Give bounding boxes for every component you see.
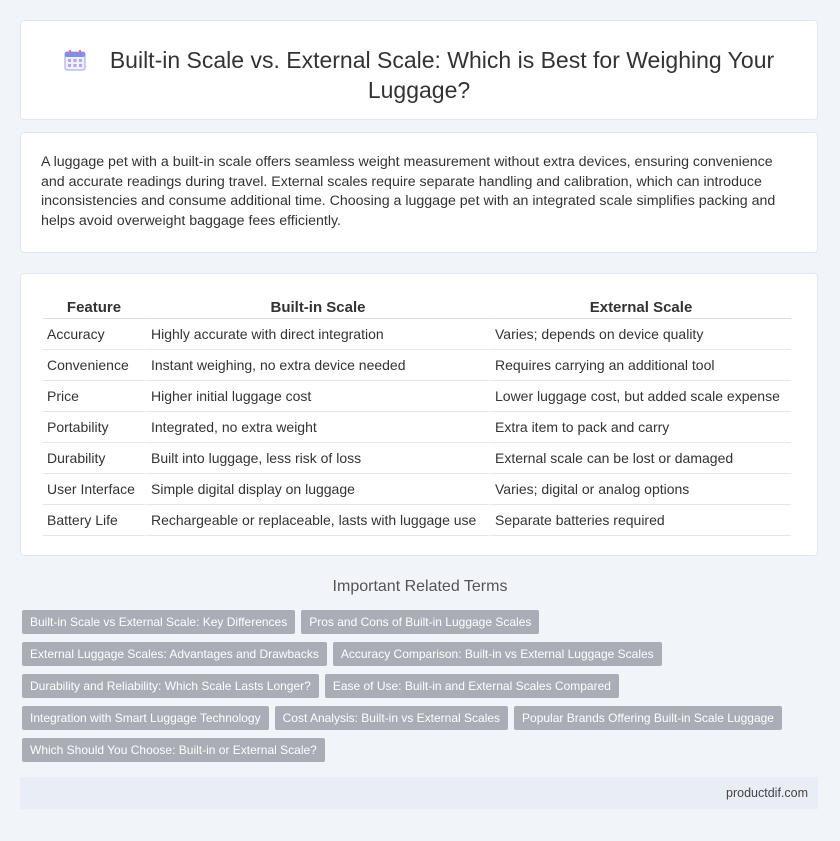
- footer: [20, 777, 818, 809]
- related-term-tag[interactable]: Accuracy Comparison: Built-in vs External Luggage Scales: [333, 642, 662, 666]
- column-header-feature: Feature: [43, 296, 145, 319]
- table-cell: Convenience: [43, 350, 145, 381]
- related-terms-title: Important Related Terms: [332, 578, 508, 595]
- related-term-tag[interactable]: Cost Analysis: Built-in vs External Scales: [275, 706, 508, 730]
- table-row: [43, 381, 791, 412]
- table-cell: Integrated, no extra weight: [145, 412, 489, 443]
- related-term-tag[interactable]: Ease of Use: Built-in and External Scales Compared: [325, 674, 619, 698]
- intro-card: [20, 132, 818, 253]
- footer-site-link[interactable]: productdif.com: [726, 786, 808, 800]
- related-term-tag[interactable]: Integration with Smart Luggage Technology: [22, 706, 269, 730]
- table-cell: Battery Life: [43, 505, 145, 536]
- table-cell: Extra item to pack and carry: [489, 412, 791, 443]
- title-wrap: [61, 45, 777, 105]
- page-title-text: Built-in Scale vs. External Scale: Which is Best for Weighing Your Luggage?: [109, 47, 775, 103]
- table-cell: Portability: [43, 412, 145, 443]
- table-row: [43, 350, 791, 381]
- page-title: [61, 45, 777, 105]
- table-cell: Price: [43, 381, 145, 412]
- table-cell: Higher initial luggage cost: [145, 381, 489, 412]
- table-cell: Varies; depends on device quality: [489, 319, 791, 350]
- table-row: [43, 505, 791, 536]
- table-row: [43, 319, 791, 350]
- related-term-tag[interactable]: External Luggage Scales: Advantages and Drawbacks: [22, 642, 327, 666]
- column-header-built-in: Built-in Scale: [145, 296, 489, 319]
- calendar-icon: [64, 49, 86, 71]
- header-card: [20, 20, 818, 120]
- related-terms-tags: [22, 610, 812, 762]
- table-cell: Separate batteries required: [489, 505, 791, 536]
- table-cell: Highly accurate with direct integration: [145, 319, 489, 350]
- table-cell: Rechargeable or replaceable, lasts with luggage use: [145, 505, 489, 536]
- table-cell: Requires carrying an additional tool: [489, 350, 791, 381]
- table-row: [43, 474, 791, 505]
- table-header-row: [43, 296, 791, 319]
- table-cell: Accuracy: [43, 319, 145, 350]
- comparison-table-card: [20, 273, 818, 556]
- related-term-tag[interactable]: Which Should You Choose: Built-in or External Scale?: [22, 738, 325, 762]
- table-cell: Instant weighing, no extra device needed: [145, 350, 489, 381]
- related-term-tag[interactable]: Durability and Reliability: Which Scale Lasts Longer?: [22, 674, 319, 698]
- table-cell: Lower luggage cost, but added scale expense: [489, 381, 791, 412]
- table-cell: Varies; digital or analog options: [489, 474, 791, 505]
- column-header-external: External Scale: [489, 296, 791, 319]
- table-cell: Built into luggage, less risk of loss: [145, 443, 489, 474]
- related-term-tag[interactable]: Pros and Cons of Built-in Luggage Scales: [301, 610, 539, 634]
- table-row: [43, 412, 791, 443]
- comparison-table: [43, 296, 791, 536]
- table-cell: User Interface: [43, 474, 145, 505]
- table-row: [43, 443, 791, 474]
- intro-paragraph: A luggage pet with a built-in scale offers seamless weight measurement without extra devices, ensuring convenience and accurate readings during travel. External scales require separate handling and calibration, which can introduce inconsistencies and consume additional time. Choosing a luggage pet with an integrated scale simplifies packing and helps avoid overweight baggage fees efficiently.: [41, 154, 776, 229]
- table-cell: External scale can be lost or damaged: [489, 443, 791, 474]
- related-term-tag[interactable]: Built-in Scale vs External Scale: Key Differences: [22, 610, 295, 634]
- table-cell: Durability: [43, 443, 145, 474]
- table-cell: Simple digital display on luggage: [145, 474, 489, 505]
- related-term-tag[interactable]: Popular Brands Offering Built-in Scale Luggage: [514, 706, 782, 730]
